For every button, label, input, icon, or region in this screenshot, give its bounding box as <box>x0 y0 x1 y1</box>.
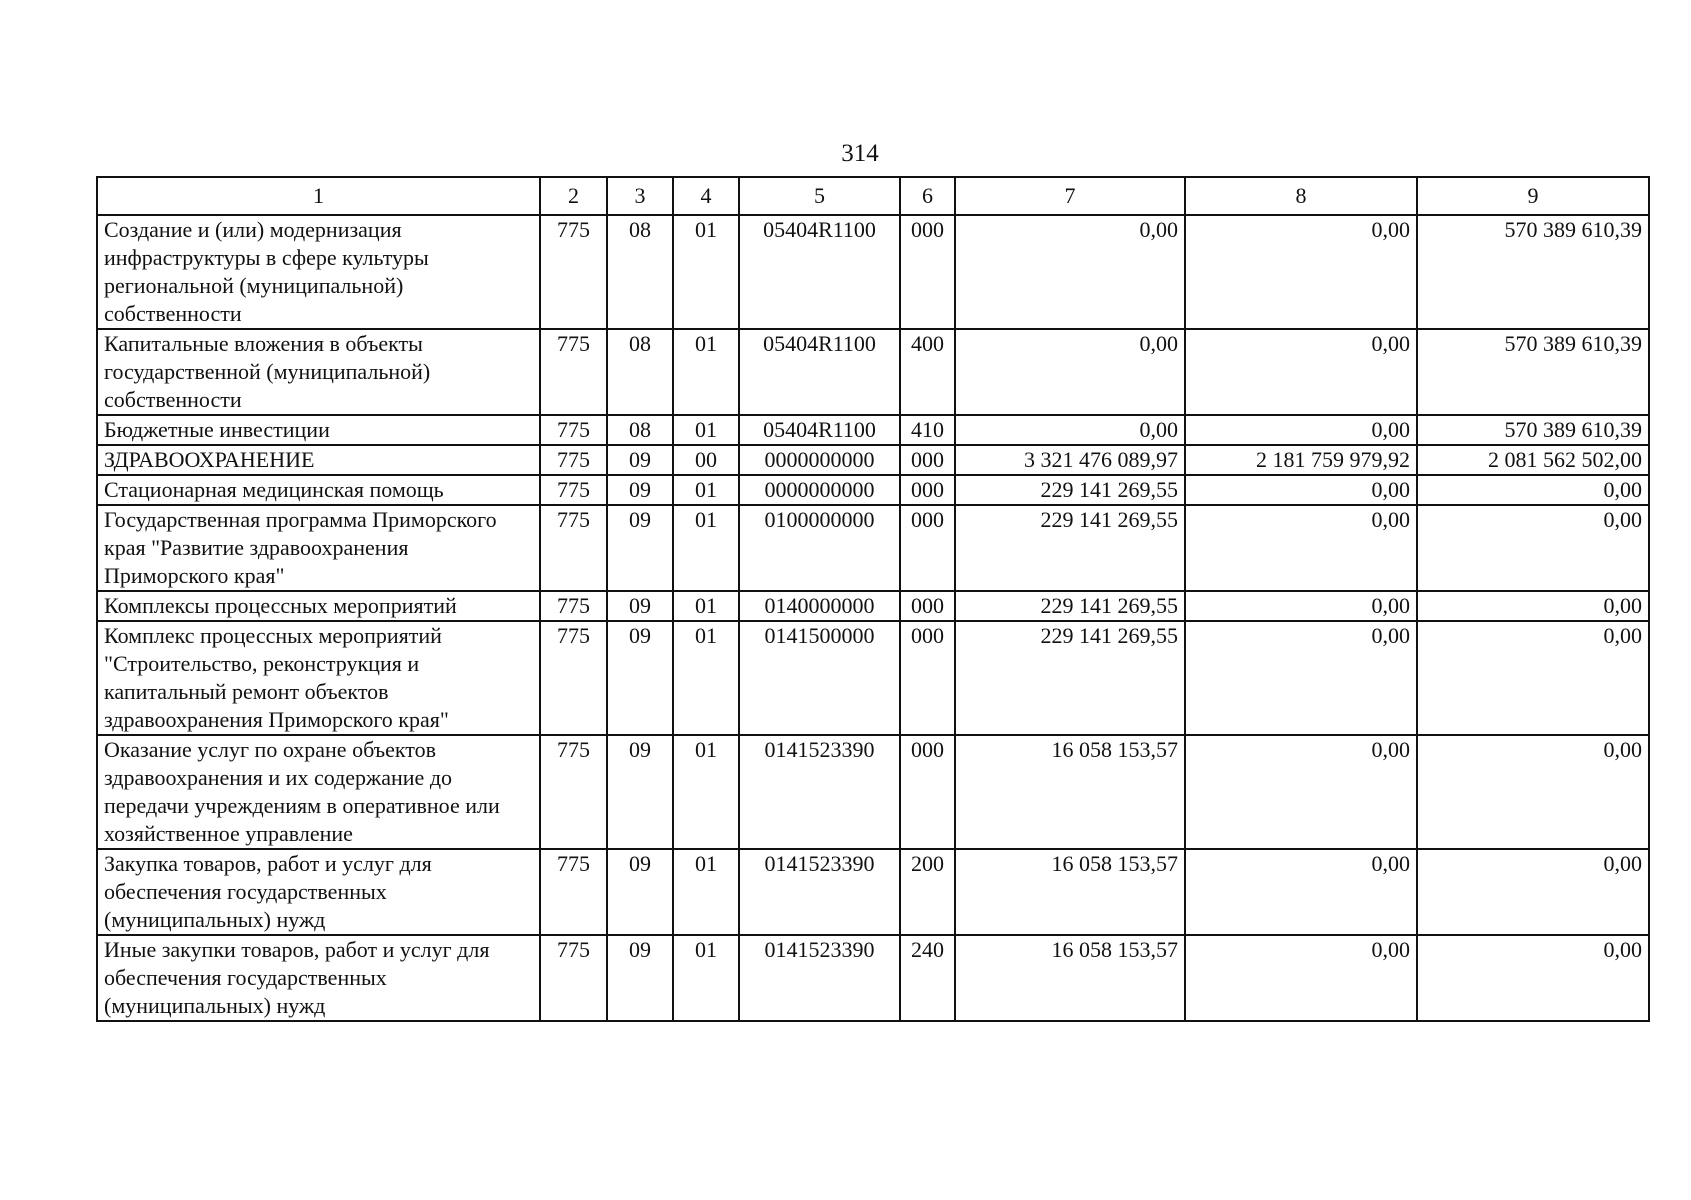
row-section-code: 09 <box>607 505 673 591</box>
row-subsection-code: 01 <box>673 475 739 505</box>
row-name: Иные закупки товаров, работ и услуг для обеспечения государственных (муниципальных) нужд <box>97 935 540 1021</box>
row-amount-col8: 2 181 759 979,92 <box>1185 445 1417 475</box>
header-row <box>97 177 1649 215</box>
table-row <box>97 329 1649 415</box>
row-name: Государственная программа Приморского края "Развитие здравоохранения Приморского края" <box>97 505 540 591</box>
table-row <box>97 849 1649 935</box>
row-section-code: 09 <box>607 735 673 849</box>
row-target-code: 0141523390 <box>739 849 900 935</box>
row-section-code: 09 <box>607 621 673 735</box>
row-target-code: 0141523390 <box>739 935 900 1021</box>
row-section-code: 09 <box>607 849 673 935</box>
row-amount-col8: 0,00 <box>1185 505 1417 591</box>
row-ministry-code: 775 <box>540 415 607 445</box>
row-target-code: 0141500000 <box>739 621 900 735</box>
row-amount-col9: 0,00 <box>1417 591 1649 621</box>
row-name: Комплекс процессных мероприятий "Строительство, реконструкция и капитальный ремонт объектов здравоохранения Приморского края" <box>97 621 540 735</box>
table-row <box>97 621 1649 735</box>
row-amount-col7: 16 058 153,57 <box>955 935 1185 1021</box>
row-amount-col9: 570 389 610,39 <box>1417 215 1649 329</box>
row-subsection-code: 01 <box>673 215 739 329</box>
row-target-code: 0141523390 <box>739 735 900 849</box>
row-amount-col9: 0,00 <box>1417 935 1649 1021</box>
row-name: ЗДРАВООХРАНЕНИЕ <box>97 445 540 475</box>
row-ministry-code: 775 <box>540 935 607 1021</box>
row-section-code: 09 <box>607 475 673 505</box>
table-header <box>97 177 1649 215</box>
row-amount-col8: 0,00 <box>1185 215 1417 329</box>
row-subsection-code: 01 <box>673 621 739 735</box>
row-subsection-code: 01 <box>673 591 739 621</box>
row-amount-col9: 0,00 <box>1417 621 1649 735</box>
row-target-code: 05404R1100 <box>739 329 900 415</box>
row-amount-col9: 0,00 <box>1417 475 1649 505</box>
row-subsection-code: 01 <box>673 849 739 935</box>
row-amount-col8: 0,00 <box>1185 415 1417 445</box>
row-expense-type-code: 000 <box>900 215 955 329</box>
row-amount-col7: 229 141 269,55 <box>955 591 1185 621</box>
row-amount-col7: 0,00 <box>955 215 1185 329</box>
row-ministry-code: 775 <box>540 445 607 475</box>
header-cell-7: 7 <box>955 177 1185 215</box>
row-amount-col9: 2 081 562 502,00 <box>1417 445 1649 475</box>
row-name: Бюджетные инвестиции <box>97 415 540 445</box>
table-row <box>97 415 1649 445</box>
row-subsection-code: 01 <box>673 415 739 445</box>
table-row <box>97 935 1649 1021</box>
row-section-code: 09 <box>607 935 673 1021</box>
row-name: Оказание услуг по охране объектов здравоохранения и их содержание до передачи учреждениям в оперативное или хозяйственное управление <box>97 735 540 849</box>
row-expense-type-code: 400 <box>900 329 955 415</box>
row-amount-col9: 0,00 <box>1417 849 1649 935</box>
row-ministry-code: 775 <box>540 505 607 591</box>
row-name: Стационарная медицинская помощь <box>97 475 540 505</box>
header-cell-8: 8 <box>1185 177 1417 215</box>
row-expense-type-code: 000 <box>900 591 955 621</box>
row-expense-type-code: 000 <box>900 621 955 735</box>
row-expense-type-code: 410 <box>900 415 955 445</box>
row-amount-col8: 0,00 <box>1185 591 1417 621</box>
row-expense-type-code: 200 <box>900 849 955 935</box>
row-ministry-code: 775 <box>540 621 607 735</box>
row-expense-type-code: 000 <box>900 505 955 591</box>
row-subsection-code: 01 <box>673 935 739 1021</box>
row-section-code: 09 <box>607 445 673 475</box>
header-cell-9: 9 <box>1417 177 1649 215</box>
row-amount-col8: 0,00 <box>1185 735 1417 849</box>
row-target-code: 0000000000 <box>739 445 900 475</box>
header-cell-3: 3 <box>607 177 673 215</box>
row-ministry-code: 775 <box>540 329 607 415</box>
table-row <box>97 505 1649 591</box>
row-section-code: 08 <box>607 329 673 415</box>
row-name: Капитальные вложения в объекты государственной (муниципальной) собственности <box>97 329 540 415</box>
header-cell-2: 2 <box>540 177 607 215</box>
row-expense-type-code: 000 <box>900 445 955 475</box>
row-ministry-code: 775 <box>540 215 607 329</box>
row-name: Комплексы процессных мероприятий <box>97 591 540 621</box>
table-row <box>97 215 1649 329</box>
row-amount-col9: 570 389 610,39 <box>1417 415 1649 445</box>
header-cell-6: 6 <box>900 177 955 215</box>
row-target-code: 05404R1100 <box>739 415 900 445</box>
header-cell-1: 1 <box>97 177 540 215</box>
row-section-code: 08 <box>607 215 673 329</box>
row-expense-type-code: 000 <box>900 735 955 849</box>
header-cell-5: 5 <box>739 177 900 215</box>
table-row <box>97 475 1649 505</box>
row-ministry-code: 775 <box>540 849 607 935</box>
row-amount-col8: 0,00 <box>1185 849 1417 935</box>
row-section-code: 08 <box>607 415 673 445</box>
table-row <box>97 735 1649 849</box>
table-row <box>97 591 1649 621</box>
table-row <box>97 445 1649 475</box>
row-ministry-code: 775 <box>540 591 607 621</box>
table-body <box>97 215 1649 1021</box>
row-amount-col9: 570 389 610,39 <box>1417 329 1649 415</box>
row-amount-col8: 0,00 <box>1185 329 1417 415</box>
row-ministry-code: 775 <box>540 475 607 505</box>
row-amount-col7: 0,00 <box>955 329 1185 415</box>
row-target-code: 0100000000 <box>739 505 900 591</box>
row-amount-col9: 0,00 <box>1417 505 1649 591</box>
row-section-code: 09 <box>607 591 673 621</box>
row-amount-col7: 16 058 153,57 <box>955 849 1185 935</box>
row-subsection-code: 01 <box>673 505 739 591</box>
row-target-code: 0140000000 <box>739 591 900 621</box>
row-amount-col9: 0,00 <box>1417 735 1649 849</box>
page-number: 314 <box>841 140 879 167</box>
row-expense-type-code: 240 <box>900 935 955 1021</box>
row-subsection-code: 01 <box>673 735 739 849</box>
row-amount-col8: 0,00 <box>1185 475 1417 505</box>
header-cell-4: 4 <box>673 177 739 215</box>
row-amount-col7: 229 141 269,55 <box>955 621 1185 735</box>
row-subsection-code: 01 <box>673 329 739 415</box>
row-amount-col7: 3 321 476 089,97 <box>955 445 1185 475</box>
row-amount-col8: 0,00 <box>1185 935 1417 1021</box>
row-name: Закупка товаров, работ и услуг для обеспечения государственных (муниципальных) нужд <box>97 849 540 935</box>
budget-table <box>96 176 1650 1022</box>
row-subsection-code: 00 <box>673 445 739 475</box>
row-target-code: 0000000000 <box>739 475 900 505</box>
row-amount-col7: 229 141 269,55 <box>955 475 1185 505</box>
row-amount-col7: 16 058 153,57 <box>955 735 1185 849</box>
row-name: Создание и (или) модернизация инфраструктуры в сфере культуры региональной (муниципальной) собственности <box>97 215 540 329</box>
row-target-code: 05404R1100 <box>739 215 900 329</box>
row-amount-col7: 229 141 269,55 <box>955 505 1185 591</box>
row-amount-col8: 0,00 <box>1185 621 1417 735</box>
row-expense-type-code: 000 <box>900 475 955 505</box>
row-ministry-code: 775 <box>540 735 607 849</box>
row-amount-col7: 0,00 <box>955 415 1185 445</box>
